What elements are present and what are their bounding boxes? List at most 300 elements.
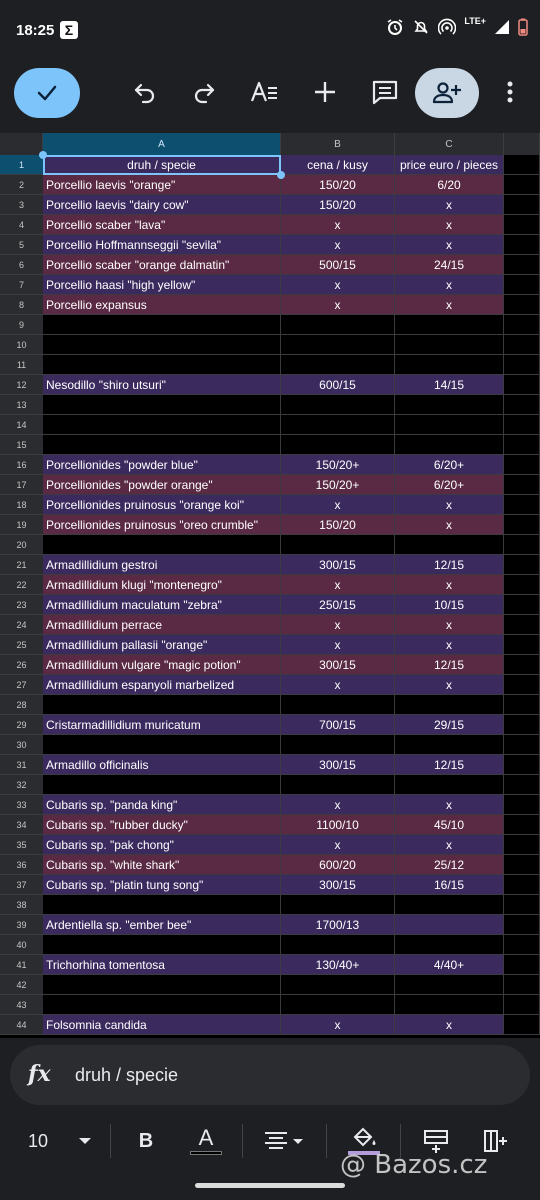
formula-input[interactable]: druh / specie: [75, 1065, 179, 1085]
table-row: [0, 615, 540, 635]
cell-price-czk[interactable]: x: [281, 795, 395, 815]
cell-empty[interactable]: [504, 915, 540, 935]
cell-empty[interactable]: [504, 695, 540, 715]
dropdown-arrow-icon: [78, 1137, 92, 1145]
cell-species[interactable]: Porcellionides "powder orange": [43, 475, 281, 495]
row-number[interactable]: 6: [0, 255, 43, 275]
cell-empty[interactable]: [504, 375, 540, 395]
cell-empty[interactable]: [504, 855, 540, 875]
app-notification-icon: Σ: [60, 21, 78, 39]
cell-price-eur[interactable]: 24/15: [395, 255, 504, 275]
paint-bucket-icon: [350, 1127, 378, 1149]
cell-empty[interactable]: [504, 715, 540, 735]
cell-price-eur[interactable]: 12/15: [395, 755, 504, 775]
cell-price-eur[interactable]: [395, 975, 504, 995]
column-header-d[interactable]: [504, 133, 540, 155]
row-number[interactable]: 39: [0, 915, 43, 935]
cell-price-czk[interactable]: [281, 775, 395, 795]
cell-price-czk[interactable]: 130/40+: [281, 955, 395, 975]
row-number[interactable]: 11: [0, 355, 43, 375]
table-row: [0, 875, 540, 895]
row-number[interactable]: 21: [0, 555, 43, 575]
row-number[interactable]: 13: [0, 395, 43, 415]
cell-species[interactable]: Porcellionides pruinosus "oreo crumble": [43, 515, 281, 535]
row-number[interactable]: 43: [0, 995, 43, 1015]
cell-empty[interactable]: [504, 415, 540, 435]
row-number[interactable]: 41: [0, 955, 43, 975]
cell-species[interactable]: [43, 355, 281, 375]
cell-species[interactable]: [43, 695, 281, 715]
selection-handle-start[interactable]: [39, 151, 47, 159]
cell-price-eur[interactable]: x: [395, 575, 504, 595]
cell-price-eur[interactable]: x: [395, 215, 504, 235]
cell-price-czk[interactable]: x: [281, 295, 395, 315]
formula-bar[interactable]: [10, 1045, 530, 1105]
cell-price-eur[interactable]: x: [395, 195, 504, 215]
cell-price-eur[interactable]: x: [395, 295, 504, 315]
cell-price-czk[interactable]: x: [281, 575, 395, 595]
table-row: [0, 315, 540, 335]
cell-empty[interactable]: [504, 515, 540, 535]
row-number[interactable]: 20: [0, 535, 43, 555]
table-row: [0, 855, 540, 875]
cell-price-eur[interactable]: [395, 915, 504, 935]
table-row: [0, 755, 540, 775]
row-number[interactable]: 23: [0, 595, 43, 615]
status-time: 18:25: [16, 22, 55, 39]
cell-price-czk[interactable]: 150/20+: [281, 455, 395, 475]
status-bar: [0, 0, 540, 62]
cell-price-eur[interactable]: x: [395, 515, 504, 535]
cell-price-czk[interactable]: [281, 895, 395, 915]
cell-empty[interactable]: [504, 595, 540, 615]
cell-empty[interactable]: [504, 175, 540, 195]
cell-price-czk[interactable]: [281, 695, 395, 715]
cell-species[interactable]: Porcellio haasi "high yellow": [43, 275, 281, 295]
cell-empty[interactable]: [504, 875, 540, 895]
table-row: [0, 475, 540, 495]
cell-species[interactable]: Porcellio scaber "lava": [43, 215, 281, 235]
spreadsheet-grid[interactable]: [0, 133, 540, 1038]
redo-button[interactable]: [188, 76, 220, 108]
cell-species[interactable]: [43, 535, 281, 555]
cell-empty[interactable]: [504, 795, 540, 815]
cell-price-czk[interactable]: 600/15: [281, 375, 395, 395]
text-format-button[interactable]: [248, 76, 280, 108]
cell-price-eur[interactable]: x: [395, 635, 504, 655]
bold-label: B: [138, 1129, 154, 1152]
more-vert-icon: [506, 79, 514, 105]
cell-species[interactable]: [43, 735, 281, 755]
cell-price-eur[interactable]: [395, 335, 504, 355]
table-row: [0, 1015, 540, 1035]
comment-icon: [371, 79, 399, 105]
cell-price-eur[interactable]: 29/15: [395, 715, 504, 735]
cell-species[interactable]: [43, 415, 281, 435]
cell-price-czk[interactable]: 300/15: [281, 875, 395, 895]
cell-price-czk[interactable]: [281, 535, 395, 555]
cell-price-czk[interactable]: cena / kusy: [281, 155, 395, 175]
table-row: [0, 595, 540, 615]
cell-price-eur[interactable]: 16/15: [395, 875, 504, 895]
font-size-selector[interactable]: [28, 1124, 98, 1158]
table-row: [0, 175, 540, 195]
row-number[interactable]: 30: [0, 735, 43, 755]
cell-empty[interactable]: [504, 155, 540, 175]
table-row: [0, 375, 540, 395]
cell-price-czk[interactable]: x: [281, 495, 395, 515]
cell-price-czk[interactable]: 150/20: [281, 175, 395, 195]
cell-species[interactable]: Cubaris sp. "platin tung song": [43, 875, 281, 895]
cell-species[interactable]: Porcellionides "powder blue": [43, 455, 281, 475]
cell-species[interactable]: [43, 775, 281, 795]
cell-species[interactable]: Cubaris sp. "white shark": [43, 855, 281, 875]
alarm-icon: [386, 18, 404, 36]
cell-empty[interactable]: [504, 955, 540, 975]
cell-empty[interactable]: [504, 735, 540, 755]
row-number[interactable]: 35: [0, 835, 43, 855]
cell-empty[interactable]: [504, 555, 540, 575]
cell-price-czk[interactable]: 250/15: [281, 595, 395, 615]
cell-species[interactable]: Nesodillo "shiro utsuri": [43, 375, 281, 395]
cell-empty[interactable]: [504, 835, 540, 855]
bazos-watermark: @ Bazos.cz: [340, 1150, 488, 1180]
cell-price-eur[interactable]: 10/15: [395, 595, 504, 615]
cell-species[interactable]: Armadillidium espanyoli marbelized: [43, 675, 281, 695]
cell-empty[interactable]: [504, 315, 540, 335]
cell-species[interactable]: [43, 335, 281, 355]
row-number[interactable]: 2: [0, 175, 43, 195]
row-number[interactable]: 10: [0, 335, 43, 355]
cell-price-czk[interactable]: x: [281, 635, 395, 655]
cell-empty[interactable]: [504, 1015, 540, 1035]
done-button[interactable]: [14, 68, 80, 118]
cell-species[interactable]: Porcellio laevis "orange": [43, 175, 281, 195]
more-options-button[interactable]: [494, 76, 526, 108]
cell-species[interactable]: Armadillidium maculatum "zebra": [43, 595, 281, 615]
table-row: [0, 255, 540, 275]
cell-price-eur[interactable]: x: [395, 275, 504, 295]
column-header-a[interactable]: A: [43, 133, 281, 155]
cell-price-czk[interactable]: 500/15: [281, 255, 395, 275]
cell-empty[interactable]: [504, 635, 540, 655]
cell-empty[interactable]: [504, 575, 540, 595]
row-number[interactable]: 33: [0, 795, 43, 815]
table-row: [0, 335, 540, 355]
cell-species[interactable]: Cubaris sp. "pak chong": [43, 835, 281, 855]
add-person-icon: [432, 80, 462, 106]
cell-price-eur[interactable]: [395, 935, 504, 955]
table-row: [0, 215, 540, 235]
cell-species[interactable]: [43, 895, 281, 915]
row-number[interactable]: 1: [0, 155, 43, 175]
row-number[interactable]: 4: [0, 215, 43, 235]
selection-handle-end[interactable]: [277, 171, 285, 179]
cell-empty[interactable]: [504, 975, 540, 995]
divider: [326, 1124, 327, 1158]
cell-species[interactable]: Cristarmadillidium muricatum: [43, 715, 281, 735]
comment-button[interactable]: [369, 76, 401, 108]
cell-species[interactable]: Porcellio scaber "orange dalmatin": [43, 255, 281, 275]
cell-species[interactable]: [43, 395, 281, 415]
row-number[interactable]: 40: [0, 935, 43, 955]
cell-species[interactable]: Folsomnia candida: [43, 1015, 281, 1035]
cell-price-czk[interactable]: [281, 395, 395, 415]
cell-price-eur[interactable]: 4/40+: [395, 955, 504, 975]
table-row: [0, 775, 540, 795]
cell-price-czk[interactable]: [281, 935, 395, 955]
cell-price-czk[interactable]: [281, 415, 395, 435]
table-row: [0, 455, 540, 475]
cell-price-czk[interactable]: [281, 975, 395, 995]
table-row: [0, 915, 540, 935]
cell-species[interactable]: [43, 935, 281, 955]
text-color-swatch: [190, 1151, 222, 1155]
gesture-navigation-bar[interactable]: [195, 1183, 345, 1188]
cell-price-eur[interactable]: [395, 695, 504, 715]
table-row: [0, 295, 540, 315]
table-row: [0, 955, 540, 975]
cell-species[interactable]: Porcellio Hoffmannseggii "sevila": [43, 235, 281, 255]
cell-price-czk[interactable]: x: [281, 235, 395, 255]
table-row: [0, 575, 540, 595]
row-number[interactable]: 31: [0, 755, 43, 775]
table-row: [0, 655, 540, 675]
cell-species[interactable]: Armadillo officinalis: [43, 755, 281, 775]
cell-price-eur[interactable]: x: [395, 235, 504, 255]
table-row: [0, 815, 540, 835]
cell-empty[interactable]: [504, 615, 540, 635]
cell-price-eur[interactable]: 6/20: [395, 175, 504, 195]
cell-price-czk[interactable]: x: [281, 835, 395, 855]
cell-empty[interactable]: [504, 355, 540, 375]
cell-price-czk[interactable]: 300/15: [281, 655, 395, 675]
row-number[interactable]: 16: [0, 455, 43, 475]
redo-icon: [191, 79, 217, 105]
cell-price-eur[interactable]: 6/20+: [395, 475, 504, 495]
row-number[interactable]: 19: [0, 515, 43, 535]
table-row: [0, 975, 540, 995]
cell-empty[interactable]: [504, 495, 540, 515]
cell-empty[interactable]: [504, 895, 540, 915]
insert-button[interactable]: [309, 76, 341, 108]
align-center-icon: [263, 1130, 307, 1152]
cell-price-czk[interactable]: [281, 435, 395, 455]
row-number[interactable]: 34: [0, 815, 43, 835]
cell-species[interactable]: Cubaris sp. "rubber ducky": [43, 815, 281, 835]
cell-price-czk[interactable]: x: [281, 615, 395, 635]
row-number[interactable]: 28: [0, 695, 43, 715]
cell-empty[interactable]: [504, 755, 540, 775]
row-number[interactable]: 3: [0, 195, 43, 215]
cell-empty[interactable]: [504, 535, 540, 555]
cell-price-eur[interactable]: [395, 315, 504, 335]
share-button[interactable]: [415, 68, 479, 118]
table-row: [0, 535, 540, 555]
cell-price-eur[interactable]: 14/15: [395, 375, 504, 395]
table-row: [0, 715, 540, 735]
cell-price-eur[interactable]: [395, 995, 504, 1015]
cell-price-eur[interactable]: 45/10: [395, 815, 504, 835]
row-number[interactable]: 27: [0, 675, 43, 695]
cell-empty[interactable]: [504, 455, 540, 475]
cell-price-czk[interactable]: 1700/13: [281, 915, 395, 935]
row-number[interactable]: 7: [0, 275, 43, 295]
cell-species[interactable]: Porcellio expansus: [43, 295, 281, 315]
text-format-icon: [249, 79, 279, 105]
cell-price-eur[interactable]: x: [395, 795, 504, 815]
row-number[interactable]: 32: [0, 775, 43, 795]
cell-species[interactable]: Porcellio laevis "dairy cow": [43, 195, 281, 215]
cell-price-eur[interactable]: 12/15: [395, 655, 504, 675]
cell-empty[interactable]: [504, 475, 540, 495]
table-row: [0, 235, 540, 255]
cell-empty[interactable]: [504, 675, 540, 695]
network-type: LTE+: [464, 16, 486, 26]
cell-price-czk[interactable]: 700/15: [281, 715, 395, 735]
table-row: [0, 435, 540, 455]
cell-price-czk[interactable]: 600/20: [281, 855, 395, 875]
cell-species[interactable]: Ardentiella sp. "ember bee": [43, 915, 281, 935]
cell-empty[interactable]: [504, 275, 540, 295]
cell-price-eur[interactable]: x: [395, 835, 504, 855]
cell-empty[interactable]: [504, 255, 540, 275]
cell-price-czk[interactable]: [281, 315, 395, 335]
cell-price-eur[interactable]: x: [395, 675, 504, 695]
cell-price-czk[interactable]: [281, 995, 395, 1015]
row-number[interactable]: 8: [0, 295, 43, 315]
cell-species[interactable]: [43, 315, 281, 335]
cell-empty[interactable]: [504, 935, 540, 955]
row-number[interactable]: 38: [0, 895, 43, 915]
cell-empty[interactable]: [504, 815, 540, 835]
cell-price-eur[interactable]: [395, 415, 504, 435]
bold-button[interactable]: [128, 1124, 164, 1158]
cell-species[interactable]: Armadillidium vulgare "magic potion": [43, 655, 281, 675]
cell-species[interactable]: Porcellionides pruinosus "orange koi": [43, 495, 281, 515]
cell-price-czk[interactable]: [281, 335, 395, 355]
cell-price-czk[interactable]: x: [281, 675, 395, 695]
cell-price-czk[interactable]: 1100/10: [281, 815, 395, 835]
cell-price-eur[interactable]: x: [395, 495, 504, 515]
cell-empty[interactable]: [504, 215, 540, 235]
cell-price-eur[interactable]: [395, 355, 504, 375]
cell-empty[interactable]: [504, 295, 540, 315]
cell-price-czk[interactable]: 150/20+: [281, 475, 395, 495]
cell-price-eur[interactable]: 12/15: [395, 555, 504, 575]
table-row: [0, 895, 540, 915]
hotspot-icon: [438, 18, 456, 36]
cell-species[interactable]: Cubaris sp. "panda king": [43, 795, 281, 815]
cell-price-eur[interactable]: 6/20+: [395, 455, 504, 475]
cell-species[interactable]: druh / specie: [43, 155, 281, 175]
undo-button[interactable]: [129, 76, 161, 108]
row-number[interactable]: 29: [0, 715, 43, 735]
divider: [242, 1124, 243, 1158]
cell-price-eur[interactable]: x: [395, 1015, 504, 1035]
cell-species[interactable]: [43, 975, 281, 995]
row-number[interactable]: 14: [0, 415, 43, 435]
row-number[interactable]: 24: [0, 615, 43, 635]
row-number[interactable]: 22: [0, 575, 43, 595]
table-row: [0, 515, 540, 535]
cell-empty[interactable]: [504, 775, 540, 795]
table-row: [0, 995, 540, 1015]
row-number[interactable]: 26: [0, 655, 43, 675]
font-size-value: 10: [28, 1130, 49, 1151]
cell-species[interactable]: [43, 435, 281, 455]
row-number[interactable]: 17: [0, 475, 43, 495]
cell-price-eur[interactable]: 25/12: [395, 855, 504, 875]
row-number[interactable]: 36: [0, 855, 43, 875]
divider: [110, 1124, 111, 1158]
cell-empty[interactable]: [504, 235, 540, 255]
cell-empty[interactable]: [504, 995, 540, 1015]
cell-species[interactable]: Armadillidium klugi "montenegro": [43, 575, 281, 595]
cell-empty[interactable]: [504, 435, 540, 455]
table-row: [0, 635, 540, 655]
cell-price-czk[interactable]: [281, 355, 395, 375]
row-number[interactable]: 44: [0, 1015, 43, 1035]
table-row: [0, 355, 540, 375]
cell-price-czk[interactable]: x: [281, 275, 395, 295]
cell-species[interactable]: [43, 995, 281, 1015]
row-number[interactable]: 37: [0, 875, 43, 895]
row-number[interactable]: 42: [0, 975, 43, 995]
cell-species[interactable]: Armadillidium perrace: [43, 615, 281, 635]
column-header-c[interactable]: C: [395, 133, 504, 155]
muted-bell-icon: [412, 18, 430, 36]
cell-price-eur[interactable]: [395, 535, 504, 555]
cell-price-czk[interactable]: 150/20: [281, 195, 395, 215]
cell-price-eur[interactable]: [395, 775, 504, 795]
select-all-corner[interactable]: [0, 133, 43, 155]
row-number[interactable]: 18: [0, 495, 43, 515]
cell-price-eur[interactable]: [395, 395, 504, 415]
table-row: [0, 795, 540, 815]
cell-price-czk[interactable]: 300/15: [281, 555, 395, 575]
cell-price-eur[interactable]: x: [395, 615, 504, 635]
text-color-button[interactable]: [186, 1124, 226, 1158]
cell-price-czk[interactable]: x: [281, 1015, 395, 1035]
row-number[interactable]: 12: [0, 375, 43, 395]
cell-species[interactable]: Armadillidium gestroi: [43, 555, 281, 575]
cell-price-czk[interactable]: 150/20: [281, 515, 395, 535]
toolbar: [0, 62, 540, 132]
cell-empty[interactable]: [504, 655, 540, 675]
row-number[interactable]: 25: [0, 635, 43, 655]
table-row: [0, 835, 540, 855]
cell-species[interactable]: Trichorhina tomentosa: [43, 955, 281, 975]
cell-price-czk[interactable]: x: [281, 215, 395, 235]
cell-price-eur[interactable]: [395, 895, 504, 915]
row-number[interactable]: 9: [0, 315, 43, 335]
cell-empty[interactable]: [504, 335, 540, 355]
cell-price-eur[interactable]: [395, 435, 504, 455]
cell-price-czk[interactable]: [281, 735, 395, 755]
cell-empty[interactable]: [504, 195, 540, 215]
row-number[interactable]: 5: [0, 235, 43, 255]
cell-price-czk[interactable]: 300/15: [281, 755, 395, 775]
table-row: [0, 495, 540, 515]
cell-price-eur[interactable]: [395, 735, 504, 755]
row-number[interactable]: 15: [0, 435, 43, 455]
cell-empty[interactable]: [504, 395, 540, 415]
column-header-b[interactable]: B: [281, 133, 395, 155]
cell-species[interactable]: Armadillidium pallasii "orange": [43, 635, 281, 655]
cell-price-eur[interactable]: price euro / pieces: [395, 155, 504, 175]
align-button[interactable]: [262, 1124, 308, 1158]
